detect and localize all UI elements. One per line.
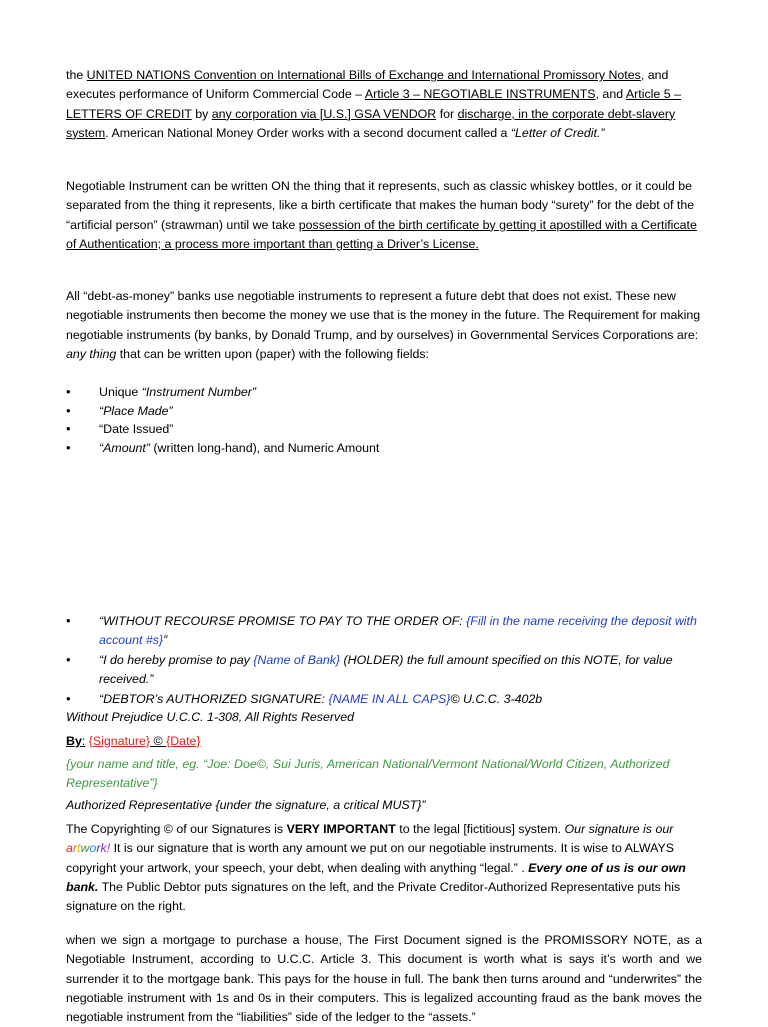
list-item bbox=[66, 420, 702, 439]
text: Unique bbox=[99, 385, 142, 399]
without-prejudice-line: Without Prejudice U.C.C. 1-308, All Rights Reserved bbox=[66, 710, 354, 724]
underlined-text: Article 5 – LETTERS OF CREDIT bbox=[66, 87, 681, 121]
italic-text: any thing bbox=[66, 346, 117, 361]
paragraph-debt-as-money bbox=[66, 287, 702, 364]
text: by bbox=[191, 106, 212, 121]
text: The Copyrighting © of our Signatures is bbox=[66, 822, 287, 836]
italic-text: “DEBTOR’s AUTHORIZED SIGNATURE: bbox=[99, 692, 329, 707]
fields-list bbox=[66, 383, 702, 457]
text: All “debt-as-money” banks use negotiable instruments to represent a future debt that does not exist. These new negotiable instruments then become the money we use that is the money in the future. The Requirement for making negotiable instruments (by banks, by Donald Trump, and by ourselves) in Governmental Services Corporations are: bbox=[66, 289, 701, 342]
italic-text: Our signature is our bbox=[564, 822, 674, 836]
paragraph-un-convention bbox=[66, 66, 702, 143]
by-signature-line bbox=[66, 732, 702, 751]
list-item bbox=[66, 651, 702, 688]
text: “Date Issued” bbox=[99, 422, 174, 437]
artwork-letter: ! bbox=[106, 841, 111, 856]
bold-text: VERY IMPORTANT bbox=[286, 822, 396, 836]
placeholder-text: {Fill in the name receiving the deposit with account #s} bbox=[99, 614, 697, 647]
italic-text: “WITHOUT RECOURSE PROMISE TO PAY TO THE ORDER OF: bbox=[99, 614, 467, 628]
bold-italic-text: Every one of us is our own bank. bbox=[66, 860, 686, 894]
list-item bbox=[66, 402, 702, 421]
placeholder-text: {NAME IN ALL CAPS} bbox=[328, 692, 451, 707]
italic-text: ” bbox=[163, 632, 168, 647]
artwork-letter: t bbox=[77, 841, 81, 856]
underlined-text: Article 3 – NEGOTIABLE INSTRUMENTS bbox=[364, 87, 596, 102]
rainbow-artwork-word bbox=[66, 841, 110, 855]
artwork-letter: o bbox=[89, 841, 97, 856]
text: Negotiable Instrument can be written ON the thing that it represents, such as classic whiskey bottles, or it could be separated from the thing it represents, like a birth certificate that makes the human body “surety” for the debt of the “artificial person” (strawman) until we take bbox=[66, 179, 695, 232]
list-item bbox=[66, 612, 702, 649]
text: to the legal [fictitious] system. bbox=[395, 822, 565, 836]
text: , and executes performance of Uniform Commercial Code – bbox=[66, 68, 669, 102]
text: . American National Money Order works with a second document called a bbox=[105, 125, 511, 140]
text: It is our signature that is worth any amount we put on our negotiable instruments. It is wise to ALWAYS copyright your artwork, your speech, your debt, when dealing with anything “legal.” . bbox=[66, 841, 674, 875]
italic-text: “Letter of Credit.” bbox=[510, 125, 605, 140]
artwork-letter: k bbox=[100, 841, 107, 856]
placeholder-text: {Name of Bank} bbox=[253, 653, 341, 668]
paragraph-mortgage bbox=[66, 931, 702, 1027]
list-item bbox=[66, 690, 702, 709]
text: : bbox=[81, 734, 86, 748]
underlined-text: discharge, in the corporate debt-slavery system bbox=[66, 106, 676, 140]
text: (written long-hand), and Numeric Amount bbox=[149, 440, 380, 455]
italic-text: “Amount” bbox=[99, 440, 150, 455]
text: the bbox=[66, 68, 87, 82]
text: The Public Debtor puts signatures on the left, and the Private Creditor-Authorized Representative puts his signature on the right. bbox=[66, 879, 681, 914]
text: © bbox=[150, 734, 167, 748]
underlined-text: any corporation via [U.S.] GSA VENDOR bbox=[211, 106, 437, 121]
underlined-text: possession of the birth certificate by getting it apostilled with a Certificate of Authentication; a process more important than getting a Driver’s License. bbox=[66, 217, 697, 251]
artwork-letter: a bbox=[66, 841, 73, 856]
italic-text: “I do hereby promise to pay bbox=[99, 653, 254, 668]
text: for bbox=[436, 106, 458, 121]
paragraph-copyrighting bbox=[66, 820, 702, 916]
by-label: By bbox=[66, 734, 82, 748]
italic-text: © U.C.C. 3-402b bbox=[450, 692, 543, 707]
underlined-text: UNITED NATIONS Convention on International Bills of Exchange and International Promissory Notes bbox=[86, 68, 641, 82]
italic-text: (HOLDER) the full amount specified on this NOTE, for value received.” bbox=[99, 653, 673, 686]
paragraph-negotiable-instrument bbox=[66, 177, 702, 254]
name-title-placeholder: {your name and title, eg. “Joe: Doe©, Sui Juris, American National/Vermont National/World Citizen, Authorized Representative”} bbox=[66, 757, 670, 790]
list-item bbox=[66, 383, 702, 402]
text: when we sign a mortgage to purchase a house, The First Document signed is the PROMISSORY NOTE, as a Negotiable Instrument, according to U.C.C. Article 3. This document is worth what is says it’s worth and we surrender it to the mortgage bank. This pays for the house in full. The bank then turns around and “underwrites” the negotiable instrument with 1s and 0s in their computers. This is legalized accounting fraud as the bank moves the negotiable instrument from the “liabilities” side of the ledger to the “assets.” bbox=[66, 933, 702, 1025]
text: , and bbox=[595, 87, 626, 102]
authorized-representative-line: Authorized Representative {under the signature, a critical MUST}” bbox=[66, 798, 426, 812]
text: that can be written upon (paper) with the following fields: bbox=[116, 346, 429, 361]
artwork-letter: r bbox=[72, 841, 78, 856]
date-placeholder: {Date} bbox=[166, 734, 201, 748]
artwork-letter: r bbox=[96, 841, 101, 856]
note-clauses-list bbox=[66, 612, 702, 709]
italic-text: “Place Made” bbox=[99, 403, 173, 418]
list-item bbox=[66, 439, 702, 458]
artwork-letter: w bbox=[80, 841, 90, 856]
italic-text: “Instrument Number” bbox=[141, 385, 257, 399]
signature-placeholder: {Signature} bbox=[88, 734, 151, 748]
